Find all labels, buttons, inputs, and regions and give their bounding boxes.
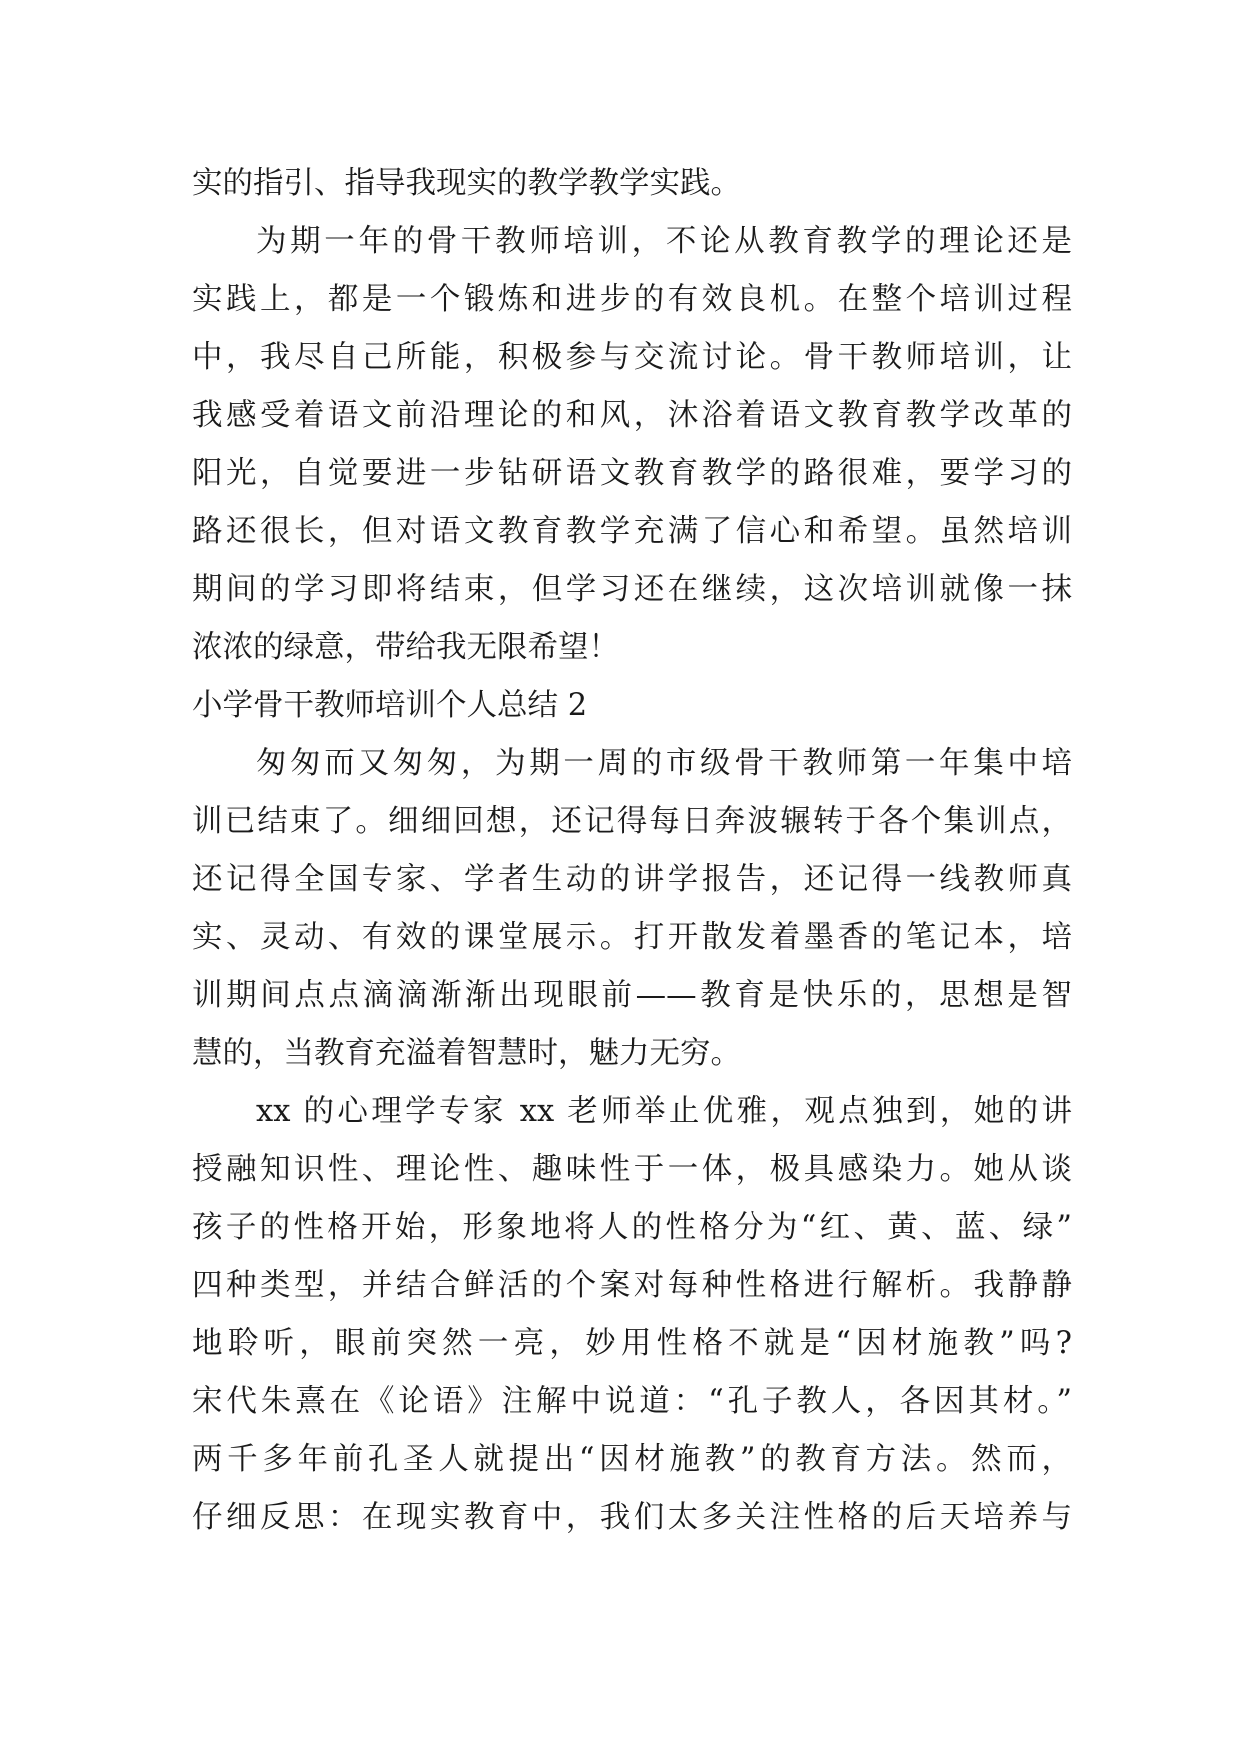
paragraph-line: 匆匆而又匆匆，为期一周的市级骨干教师第一年集中培 xyxy=(256,746,1072,781)
paragraph-line: 还记得全国专家、学者生动的讲学报告，还记得一线教师真 xyxy=(192,862,1072,897)
paragraph-line: xx 的心理学专家 xx 老师举止优雅，观点独到，她的讲 xyxy=(256,1094,1072,1129)
paragraph-line: 实的指引、指导我现实的教学教学实践。 xyxy=(192,166,741,201)
paragraph-line: 浓浓的绿意，带给我无限希望！ xyxy=(192,630,619,665)
paragraph-line: 孩子的性格开始，形象地将人的性格分为“红、黄、蓝、绿” xyxy=(192,1210,1072,1245)
paragraph-line: 地聆听，眼前突然一亮，妙用性格不就是“因材施教”吗? xyxy=(192,1326,1072,1361)
paragraph-line: 授融知识性、理论性、趣味性于一体，极具感染力。她从谈 xyxy=(192,1152,1072,1187)
paragraph-line: 慧的，当教育充溢着智慧时，魅力无穷。 xyxy=(192,1036,741,1071)
paragraph-line: 为期一年的骨干教师培训，不论从教育教学的理论还是 xyxy=(256,224,1072,259)
paragraph-line: 中，我尽自己所能，积极参与交流讨论。骨干教师培训，让 xyxy=(192,340,1072,375)
paragraph-line: 仔细反思：在现实教育中，我们太多关注性格的后天培养与 xyxy=(192,1500,1072,1535)
document-body xyxy=(192,155,1072,1547)
paragraph-line: 实践上，都是一个锻炼和进步的有效良机。在整个培训过程 xyxy=(192,282,1072,317)
section-heading: 小学骨干教师培训个人总结 2 xyxy=(192,688,588,723)
paragraph-line: 四种类型，并结合鲜活的个案对每种性格进行解析。我静静 xyxy=(192,1268,1072,1303)
paragraph-line: 宋代朱熹在《论语》注解中说道：“孔子教人，各因其材。” xyxy=(192,1384,1072,1419)
paragraph-line: 期间的学习即将结束，但学习还在继续，这次培训就像一抹 xyxy=(192,572,1072,607)
paragraph-line: 两千多年前孔圣人就提出“因材施教”的教育方法。然而， xyxy=(192,1442,1072,1477)
paragraph-line: 训期间点点滴滴渐渐出现眼前——教育是快乐的，思想是智 xyxy=(192,978,1072,1013)
paragraph-line: 路还很长，但对语文教育教学充满了信心和希望。虽然培训 xyxy=(192,514,1072,549)
paragraph-line: 我感受着语文前沿理论的和风，沐浴着语文教育教学改革的 xyxy=(192,398,1072,433)
paragraph-line: 实、灵动、有效的课堂展示。打开散发着墨香的笔记本，培 xyxy=(192,920,1072,955)
paragraph-line: 训已结束了。细细回想，还记得每日奔波辗转于各个集训点， xyxy=(192,804,1072,839)
paragraph-line: 阳光，自觉要进一步钻研语文教育教学的路很难，要学习的 xyxy=(192,456,1072,491)
